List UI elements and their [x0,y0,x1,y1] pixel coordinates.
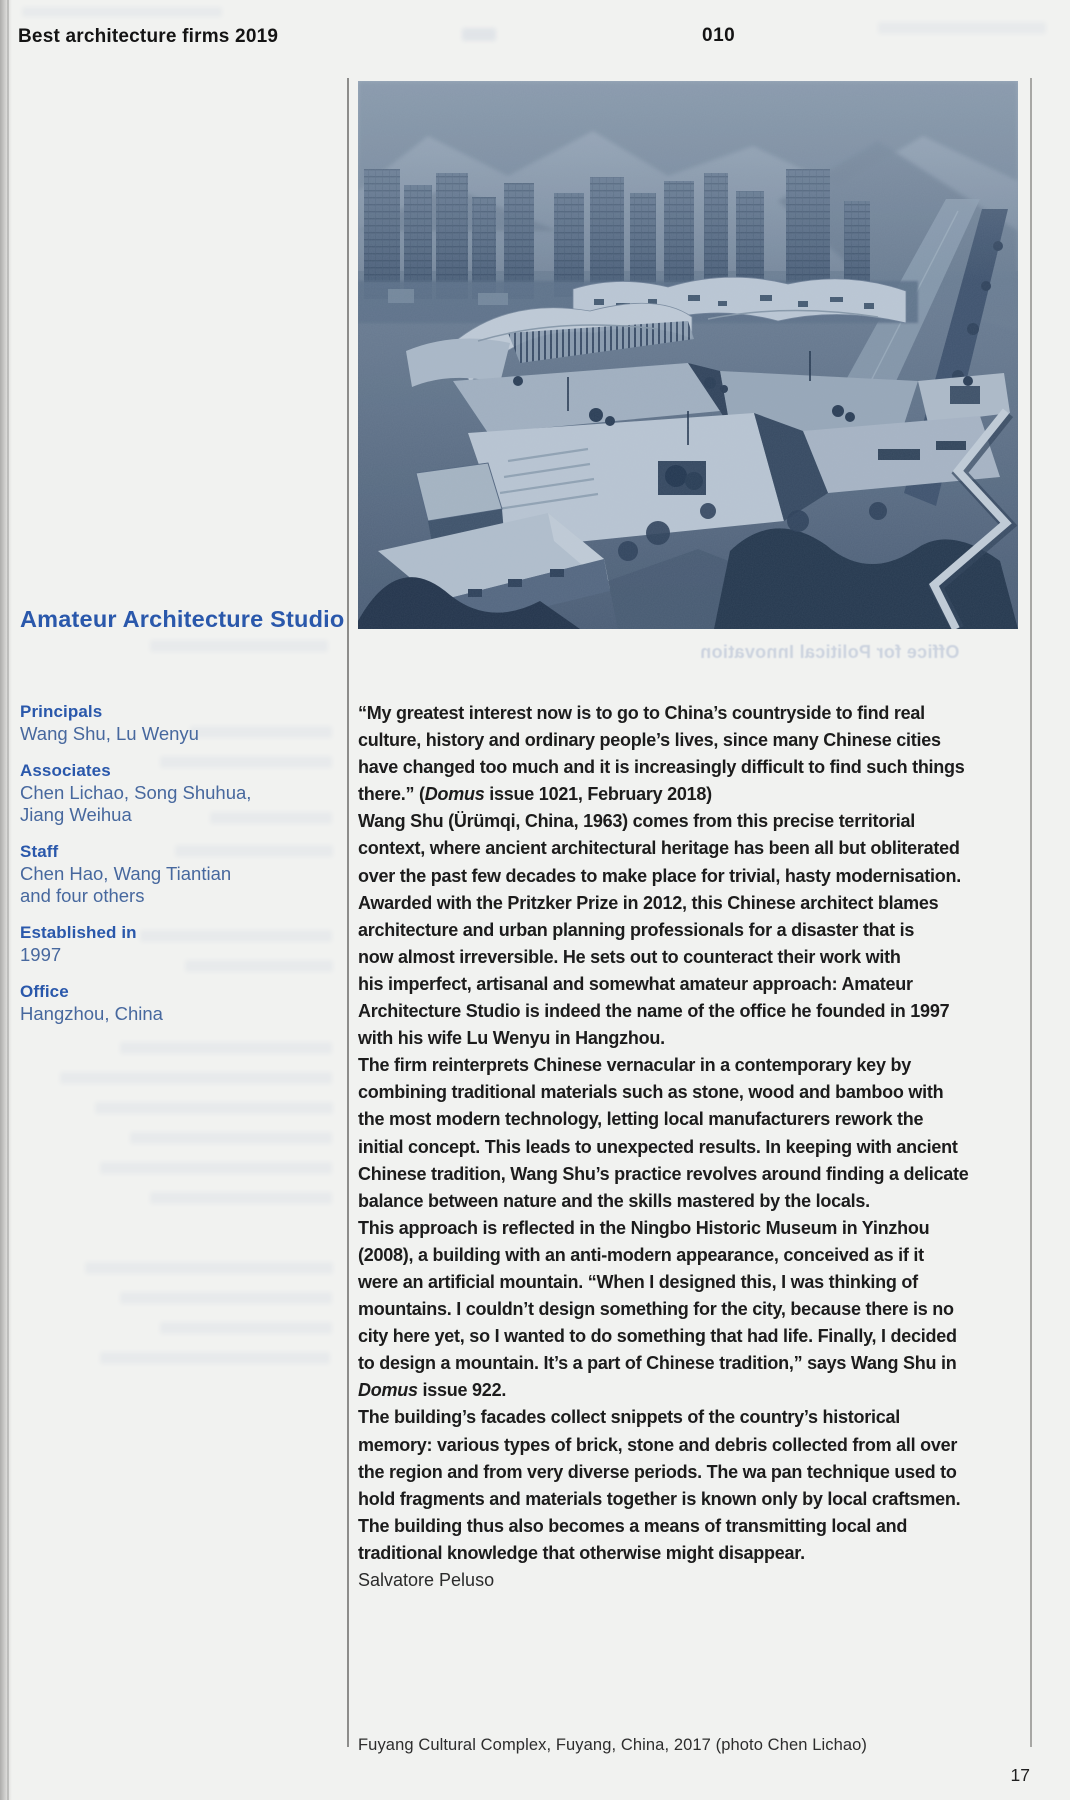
article-line: The building’s facades collect snippets of the country’s historical [358,1407,901,1428]
profile-section-label: Associates [20,761,111,780]
article-line: over the past few decades to make place for trivial, hasty modernisation. [358,865,961,886]
article-line: have changed too much and it is increasingly difficult to find such things [358,757,965,778]
article-line: his imperfect, artisanal and somewhat amateur approach: Amateur [358,973,913,994]
running-header-title: Best architecture firms 2019 [18,26,279,47]
bleedthrough-ghost [120,1292,332,1304]
article-line: balance between nature and the skills mastered by the locals. [358,1190,870,1211]
article-line: the region and from very diverse periods. The wa pan technique used to [358,1461,957,1482]
profile-section [20,701,342,745]
column-rule-left [347,78,349,1747]
page-edge-line [7,0,9,1800]
profile-section-label: Principals [20,702,103,721]
bleedthrough-ghost [160,756,332,768]
bleedthrough-ghost [95,1102,333,1114]
bleedthrough-ghost [190,726,332,738]
article-line: hold fragments and materials together is known only by local craftsmen. [358,1488,961,1509]
article-line: Architecture Studio is indeed the name of the office he founded in 1997 [358,1001,950,1022]
bleedthrough-ghost [150,1192,332,1204]
profile-section-label: Office [20,982,69,1001]
profile-section [20,981,342,1025]
profile-section-value: and four others [20,885,145,906]
article-line: Awarded with the Pritzker Prize in 2012, this Chinese architect blames [358,892,939,913]
studio-title: Amateur Architecture Studio [20,606,345,632]
article-line: mountains. I couldn’t design something for the city, because there is no [358,1299,954,1320]
bleedthrough-ghost [185,960,333,972]
article-line: This approach is reflected in the Ningbo Historic Museum in Yinzhou [358,1217,930,1238]
bleedthrough-ghost [210,812,332,824]
article-line: Chinese tradition, Wang Shu’s practice revolves around finding a delicate [358,1163,969,1184]
fuyang-aerial-photo [358,81,1018,629]
profile-section-label: Staff [20,842,59,861]
profile-section-label: Established in [20,923,137,942]
profile-sections [20,701,342,1040]
article-line: The firm reinterprets Chinese vernacular in a contemporary key by [358,1055,911,1076]
article-line: to design a mountain. It’s a part of Chinese tradition,” says Wang Shu in [358,1353,957,1374]
profile-section-value: Jiang Weihua [20,804,132,825]
article-line: with his wife Lu Wenyu in Hangzhou. [358,1028,665,1049]
bleedthrough-ghost [100,1162,332,1174]
bleedthrough-mirrored-text: Office for Political Innovation [700,642,960,662]
article-line: there.” (Domus issue 1021, February 2018) [358,784,712,805]
article-line: memory: various types of brick, stone and debris collected from all over [358,1434,958,1455]
article-line: Wang Shu (Ürümqi, China, 1963) comes from this precise territorial [358,811,915,832]
article-line: context, where ancient architectural heritage has been all but obliterated [358,838,960,859]
column-rule-right [1030,78,1032,1747]
bleedthrough-ghost [22,7,222,17]
article-line: Domus issue 922. [358,1380,507,1401]
article-line: initial concept. This leads to unexpected results. In keeping with ancient [358,1136,958,1157]
profile-section-value: Chen Hao, Wang Tiantian [20,863,232,884]
article-line: were an artificial mountain. “When I designed this, I was thinking of [358,1271,918,1292]
article-byline: Salvatore Peluso [358,1570,495,1590]
running-header-folio-ref: 010 [702,25,736,46]
article-line: combining traditional materials such as stone, wood and bamboo with [358,1082,944,1103]
profile-section-value: Chen Lichao, Song Shuhua, [20,782,252,803]
page-number: 17 [1010,1765,1030,1785]
profile-section-value: Wang Shu, Lu Wenyu [20,723,199,744]
bleedthrough-ghost [462,28,496,41]
bleedthrough-ghost [175,845,333,857]
article-line: architecture and urban planning professionals for a disaster that is [358,919,915,940]
bleedthrough-ghost [85,1262,333,1274]
photo-caption: Fuyang Cultural Complex, Fuyang, China, 2017 (photo Chen Lichao) [358,1736,868,1754]
article-line: the most modern technology, letting local manufacturers rework the [358,1109,924,1130]
article-line: traditional knowledge that otherwise might disappear. [358,1542,805,1563]
article-line: The building thus also becomes a means of transmitting local and [358,1515,908,1536]
bleedthrough-ghost [878,22,1046,34]
article-line: culture, history and ordinary people’s lives, since many Chinese cities [358,730,941,751]
article-line: (2008), a building with an anti-modern appearance, conceived as if it [358,1244,924,1265]
page-scan-edge [0,0,12,1800]
profile-section-value: Hangzhou, China [20,1003,163,1024]
article-line: now almost irreversible. He sets out to counteract their work with [358,946,901,967]
bleedthrough-ghost [160,1322,332,1334]
bleedthrough-ghost [100,1352,330,1364]
bleedthrough-ghost [60,1072,332,1084]
bleedthrough-ghost [140,930,332,942]
article-text [358,700,1022,1567]
article-line: “My greatest interest now is to go to China’s countryside to find real [358,703,925,723]
bleedthrough-ghost [130,1132,332,1144]
bleedthrough-ghost [120,1042,332,1054]
profile-section-value: 1997 [20,944,62,965]
bleedthrough-ghost [150,640,328,652]
article-line: city here yet, so I wanted to do something that had life. Finally, I decided [358,1326,957,1347]
